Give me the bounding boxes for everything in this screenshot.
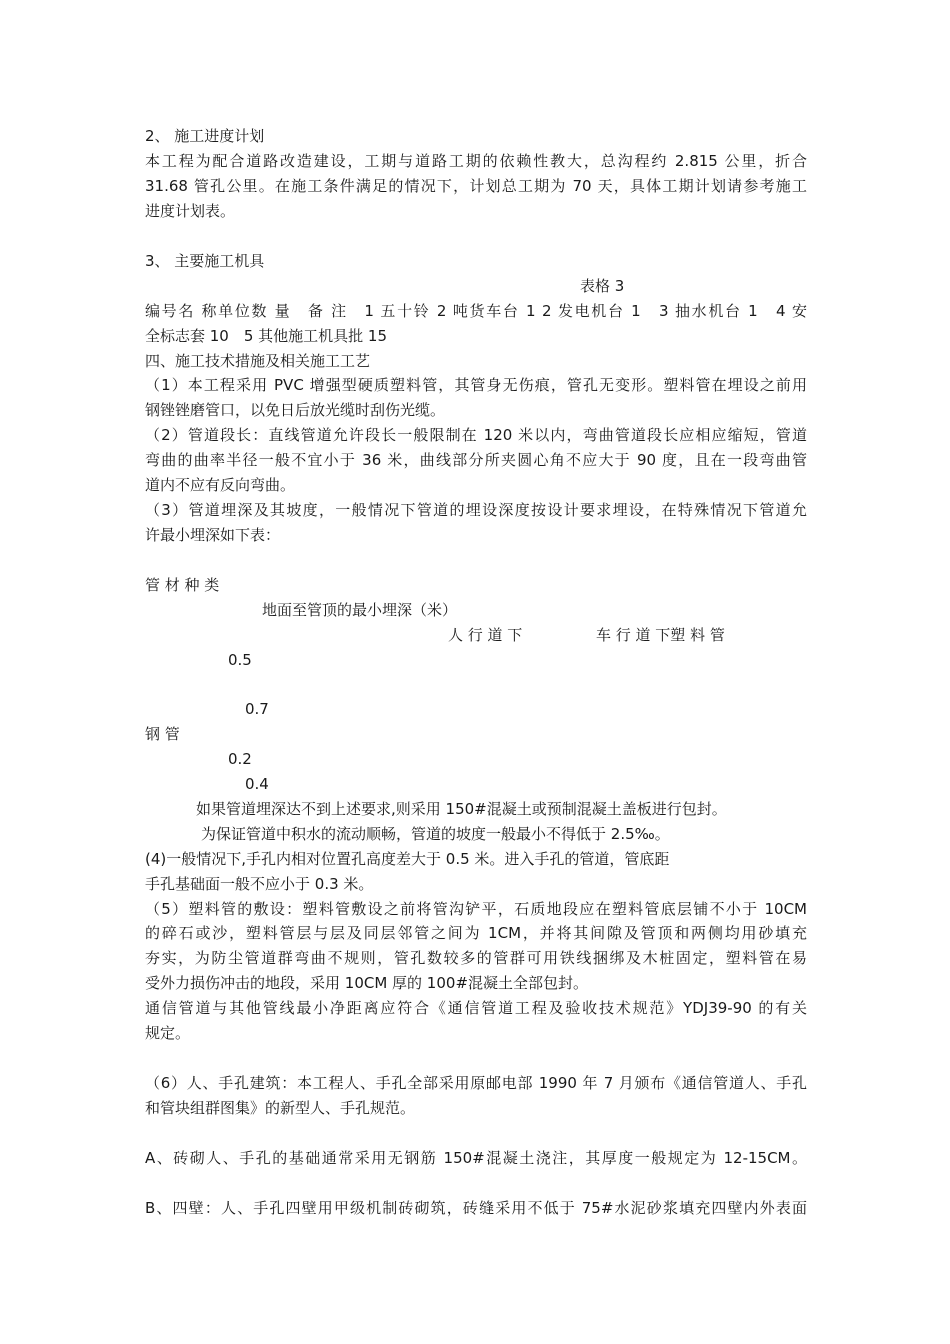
paragraph-line: 规定。 <box>145 1024 191 1042</box>
paragraph-line: 钢锉锉磨管口，以免日后放光缆时刮伤光缆。 <box>145 401 446 419</box>
section-heading-schedule: 2、 施工进度计划 <box>145 127 265 145</box>
section-heading-equipment: 3、 主要施工机具 <box>145 252 265 270</box>
paragraph-line: 进度计划表。 <box>145 202 236 220</box>
paragraph-line: (4)一般情况下,手孔内相对位置孔高度差大于 0.5 米。进入手孔的管道，管底距 <box>145 850 670 868</box>
depth-table-cell: 0.2 <box>228 750 252 768</box>
table-caption: 表格 3 <box>580 277 625 295</box>
paragraph-line: 本工程为配合道路改造建设，工期与道路工期的依赖性教大，总沟程约 2.815 公里，折合 <box>145 152 807 170</box>
depth-table-header-depth: 地面至管顶的最小埋深（米） <box>262 601 458 619</box>
paragraph-line: （1）本工程采用 PVC 增强型硬质塑料管，其管身无伤痕，管孔无变形。塑料管在埋设之前用 <box>145 376 807 394</box>
equipment-list-line: 编号名 称单位数 量 备 注 1 五十铃 2 吨货车台 1 2 发电机台 1 3 抽水机台 1 4 安 <box>145 302 807 320</box>
paragraph-line: 许最小埋深如下表： <box>145 526 281 544</box>
paragraph-line: B、四壁：人、手孔四壁用甲级机制砖砌筑，砖缝采用不低于 75#水泥砂浆填充四壁内外表面 <box>145 1199 807 1217</box>
paragraph-line: A、砖砌人、手孔的基础通常采用无钢筋 150#混凝土浇注，其厚度一般规定为 12-15CM。 <box>145 1149 807 1167</box>
depth-table-cell: 0.7 <box>245 700 269 718</box>
section-heading-measures: 四、施工技术措施及相关施工工艺 <box>145 352 371 370</box>
paragraph-line: 的碎石或沙，塑料管层与层及同层邻管之间为 1CM，并将其间隙及管顶和两侧均用砂填充 <box>145 924 807 942</box>
paragraph-line: （5）塑料管的敷设：塑料管敷设之前将管沟铲平，石质地段应在塑料管底层铺不小于 10CM <box>145 900 807 918</box>
equipment-list-line: 全标志套 10 5 其他施工机具批 15 <box>145 327 388 345</box>
paragraph-line: 和管块组群图集》的新型人、手孔规范。 <box>145 1099 416 1117</box>
paragraph-line: 为保证管道中积水的流动顺畅，管道的坡度一般最小不得低于 2.5‰。 <box>201 825 670 843</box>
paragraph-line: （2）管道段长：直线管道允许段长一般限制在 120 米以内，弯曲管道段长应相应缩短，管道 <box>145 426 807 444</box>
paragraph-line: 手孔基础面一般不应小于 0.3 米。 <box>145 875 374 893</box>
paragraph-line: 通信管道与其他管线最小净距离应符合《通信管道工程及验收技术规范》YDJ39-90 的有关 <box>145 999 807 1017</box>
depth-table-header-material: 管 材 种 类 <box>145 576 220 594</box>
depth-table-cell: 0.4 <box>245 775 269 793</box>
depth-table-header-roadway: 车 行 道 下塑 料 管 <box>596 626 725 644</box>
paragraph-line: 弯曲的曲率半径一般不宜小于 36 米，曲线部分所夹圆心角不应大于 90 度，且在一段弯曲管 <box>145 451 807 469</box>
paragraph-line: （3）管道埋深及其坡度，一般情况下管道的埋设深度按设计要求埋设，在特殊情况下管道允 <box>145 501 807 519</box>
paragraph-line: 夯实，为防尘管道群弯曲不规则，管孔数较多的管群可用铁线捆绑及木桩固定，塑料管在易 <box>145 949 807 967</box>
depth-table-row-label: 钢 管 <box>145 725 180 743</box>
depth-table-cell: 0.5 <box>228 651 252 669</box>
paragraph-line: 受外力损伤冲击的地段，采用 10CM 厚的 100#混凝土全部包封。 <box>145 974 589 992</box>
depth-table-header-sidewalk: 人 行 道 下 <box>448 626 523 644</box>
paragraph-line: 31.68 管孔公里。在施工条件满足的情况下，计划总工期为 70 天，具体工期计划请参考施工 <box>145 177 807 195</box>
paragraph-line: （6）人、手孔建筑：本工程人、手孔全部采用原邮电部 1990 年 7 月颁布《通信管道人、手孔 <box>145 1074 807 1092</box>
paragraph-line: 道内不应有反向弯曲。 <box>145 476 296 494</box>
paragraph-line: 如果管道埋深达不到上述要求,则采用 150#混凝土或预制混凝土盖板进行包封。 <box>196 800 727 818</box>
